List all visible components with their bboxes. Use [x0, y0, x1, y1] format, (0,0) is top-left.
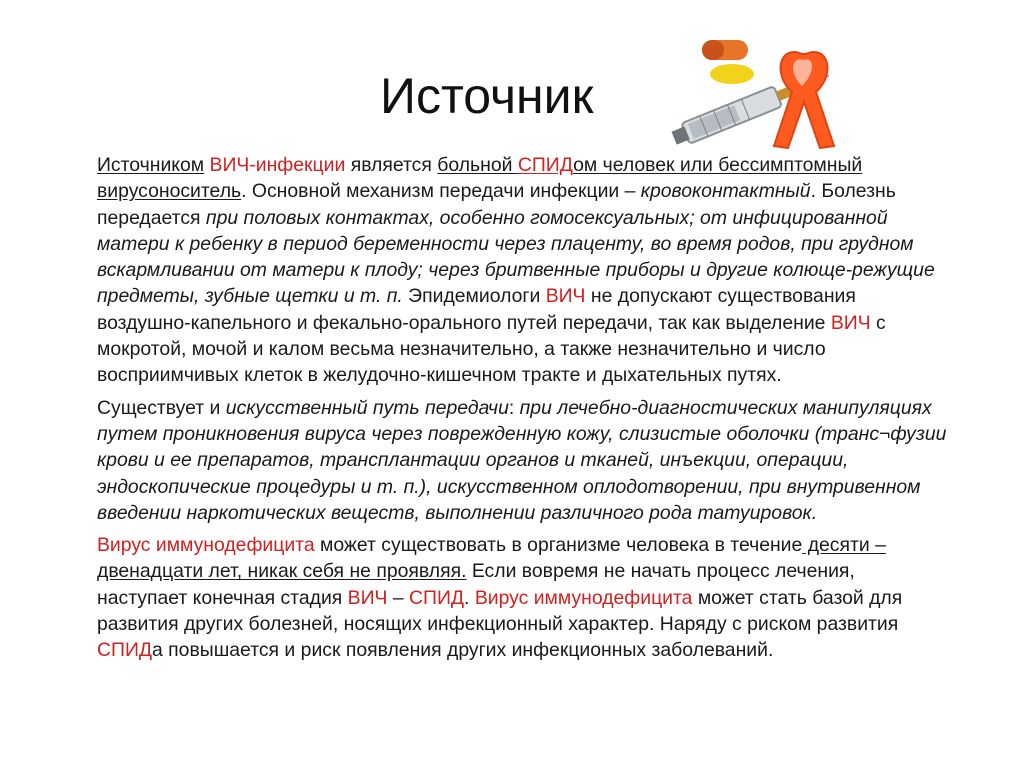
text-run: ом человек или бессимптомный вирусоноситель	[97, 154, 863, 203]
text-run-highlight: Вирус иммунодефицита	[97, 534, 315, 557]
text-run: .	[464, 586, 475, 609]
pill-orange-half	[702, 40, 724, 60]
text-run-italic: при лечебно-диагностических манипуляциях путем проникновения вируса через поврежденную кожу, слизистые оболочки (транс¬фузии крови и ее препаратов, трансплантации органов и тканей, инъекции, операции, эндоскопические процедуры и т. п.), искусственном оплодотворении, при внутривенном введении наркотических веществ, выполнении различного рода татуировок.	[97, 396, 947, 524]
text-run: :	[508, 396, 520, 419]
text-run: может существовать в организме человека в течение	[314, 534, 803, 557]
slide-body	[97, 152, 947, 670]
text-run: Существует и	[97, 396, 226, 419]
text-run: . Болезнь передается	[97, 180, 896, 229]
text-run: десяти – двенадцати лет, никак себя не проявляя.	[97, 534, 886, 583]
paragraph-source	[97, 152, 947, 389]
text-run-italic: кровоконтактный	[640, 180, 811, 203]
text-run-italic: при половых контактах, особенно гомосексуальных; от инфицированной матери к ребенку в период беременности через плаценту, во время родов, при грудном вскармливании от матери к плоду; через бритвенные приборы и другие колюще-режущие предметы, зубные щетки и т. п.	[97, 206, 935, 308]
paragraph-artificial-route	[97, 395, 947, 526]
text-run: Если вовремя не начать процесс лечения, наступает конечная стадия	[97, 560, 855, 609]
text-run-highlight: ВИЧ	[830, 311, 871, 334]
text-run: –	[387, 586, 410, 609]
illustration-svg	[662, 34, 862, 152]
text-run: больной	[437, 154, 518, 176]
text-run-highlight: СПИД	[517, 154, 574, 176]
text-run: . Основной механизм передачи инфекции –	[241, 180, 641, 203]
syringe-pills-ribbon-icon	[662, 34, 862, 152]
text-run-highlight: ВИЧ	[545, 285, 586, 308]
text-run: с мокротой, мочой и калом весьма незначительно, а также незначительно и число восприимчивых клеток в желудочно-кишечном тракте и дыхательных путях.	[97, 311, 886, 387]
text-run: Эпидемиологи	[402, 285, 546, 308]
text-run-highlight: ВИЧ-инфекции	[209, 154, 346, 176]
text-run: Источником	[97, 154, 205, 176]
text-run-highlight: ВИЧ	[347, 586, 388, 609]
text-run-italic: искусственный путь передачи	[225, 396, 509, 419]
text-run: может стать базой для развития других болезней, носящих инфекционный характер. Наряду с риском развития	[97, 586, 903, 636]
pill-yellow	[710, 64, 754, 84]
text-run: а повышается и риск появления других инфекционных заболеваний.	[152, 639, 774, 662]
text-run-highlight: Вирус иммунодефицита	[474, 586, 693, 609]
paragraph-immunodeficiency	[97, 532, 947, 663]
text-run-highlight: СПИД	[97, 639, 153, 662]
text-run: не допускают существования воздушно-капельного и фекально-орального путей передачи, так как выделение	[97, 285, 856, 334]
slide-title: Источник	[380, 68, 594, 124]
text-run-highlight: СПИД	[409, 586, 465, 609]
text-run: является	[345, 154, 438, 176]
